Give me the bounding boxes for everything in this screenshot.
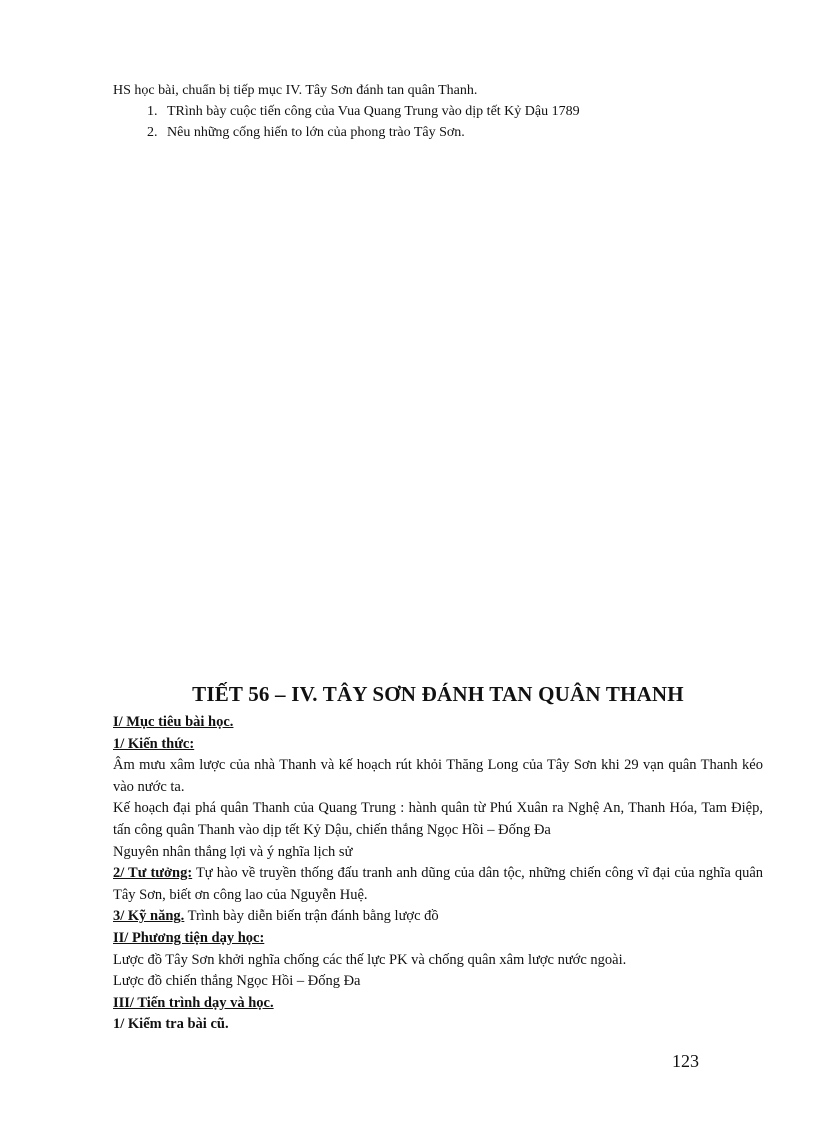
knowledge-paragraph: Âm mưu xâm lược của nhà Thanh và kế hoạch rút khỏi Thăng Long của Tây Sơn khi 29 vạn quân Thanh kéo vào nước ta. xyxy=(113,757,763,795)
homework-list xyxy=(113,101,773,143)
skill-heading: 3/ Kỹ năng. xyxy=(113,908,185,925)
lesson-section xyxy=(113,680,763,1036)
means-item: Lược đồ chiến thắng Ngọc Hồi – Đống Đa xyxy=(113,973,361,990)
lesson-title: TIẾT 56 – IV. TÂY SƠN ĐÁNH TAN QUÂN THANH xyxy=(192,682,684,706)
objectives-heading: I/ Mục tiêu bài học. xyxy=(113,714,234,730)
page-number: 123 xyxy=(672,1051,699,1071)
homework-item: 2. Nêu những cống hiến to lớn của phong trào Tây Sơn. xyxy=(161,122,773,143)
process-heading: III/ Tiến trình dạy và học. xyxy=(113,994,274,1011)
thought-paragraph xyxy=(113,863,763,906)
means-heading: II/ Phương tiện dạy học: xyxy=(113,929,265,946)
homework-item: 1. TRình bày cuộc tiến công của Vua Quang Trung vào dịp tết Kỷ Dậu 1789 xyxy=(161,101,773,122)
thought-text: Tự hào về truyền thống đấu tranh anh dũng của dân tộc, những chiến công vĩ đại của nghĩa quân Tây Sơn, biết ơn công lao của Nguyễn Huệ. xyxy=(113,865,764,903)
skill-text: Trình bày diễn biến trận đánh bằng lược đồ xyxy=(184,908,439,925)
thought-heading: 2/ Tư tưởng: xyxy=(113,865,193,882)
skill-paragraph xyxy=(113,906,763,928)
means-item: Lược đồ Tây Sơn khởi nghĩa chống các thế lực PK và chống quân xâm lược nước ngoài. xyxy=(113,951,627,968)
knowledge-heading: 1/ Kiến thức: xyxy=(113,735,195,752)
homework-section xyxy=(113,80,773,143)
review-heading: 1/ Kiểm tra bài cũ. xyxy=(113,1016,229,1033)
knowledge-paragraph: Kế hoạch đại phá quân Thanh của Quang Trung : hành quân từ Phú Xuân ra Nghệ An, Thanh Hóa, Tam Điệp, tấn công quân Thanh vào dịp tết Kỷ Dậu, chiến thắng Ngọc Hồi – Đống Đa xyxy=(113,800,763,838)
homework-intro: HS học bài, chuẩn bị tiếp mục IV. Tây Sơn đánh tan quân Thanh. xyxy=(113,83,478,98)
knowledge-paragraph: Nguyên nhân thắng lợi và ý nghĩa lịch sử xyxy=(113,843,353,860)
